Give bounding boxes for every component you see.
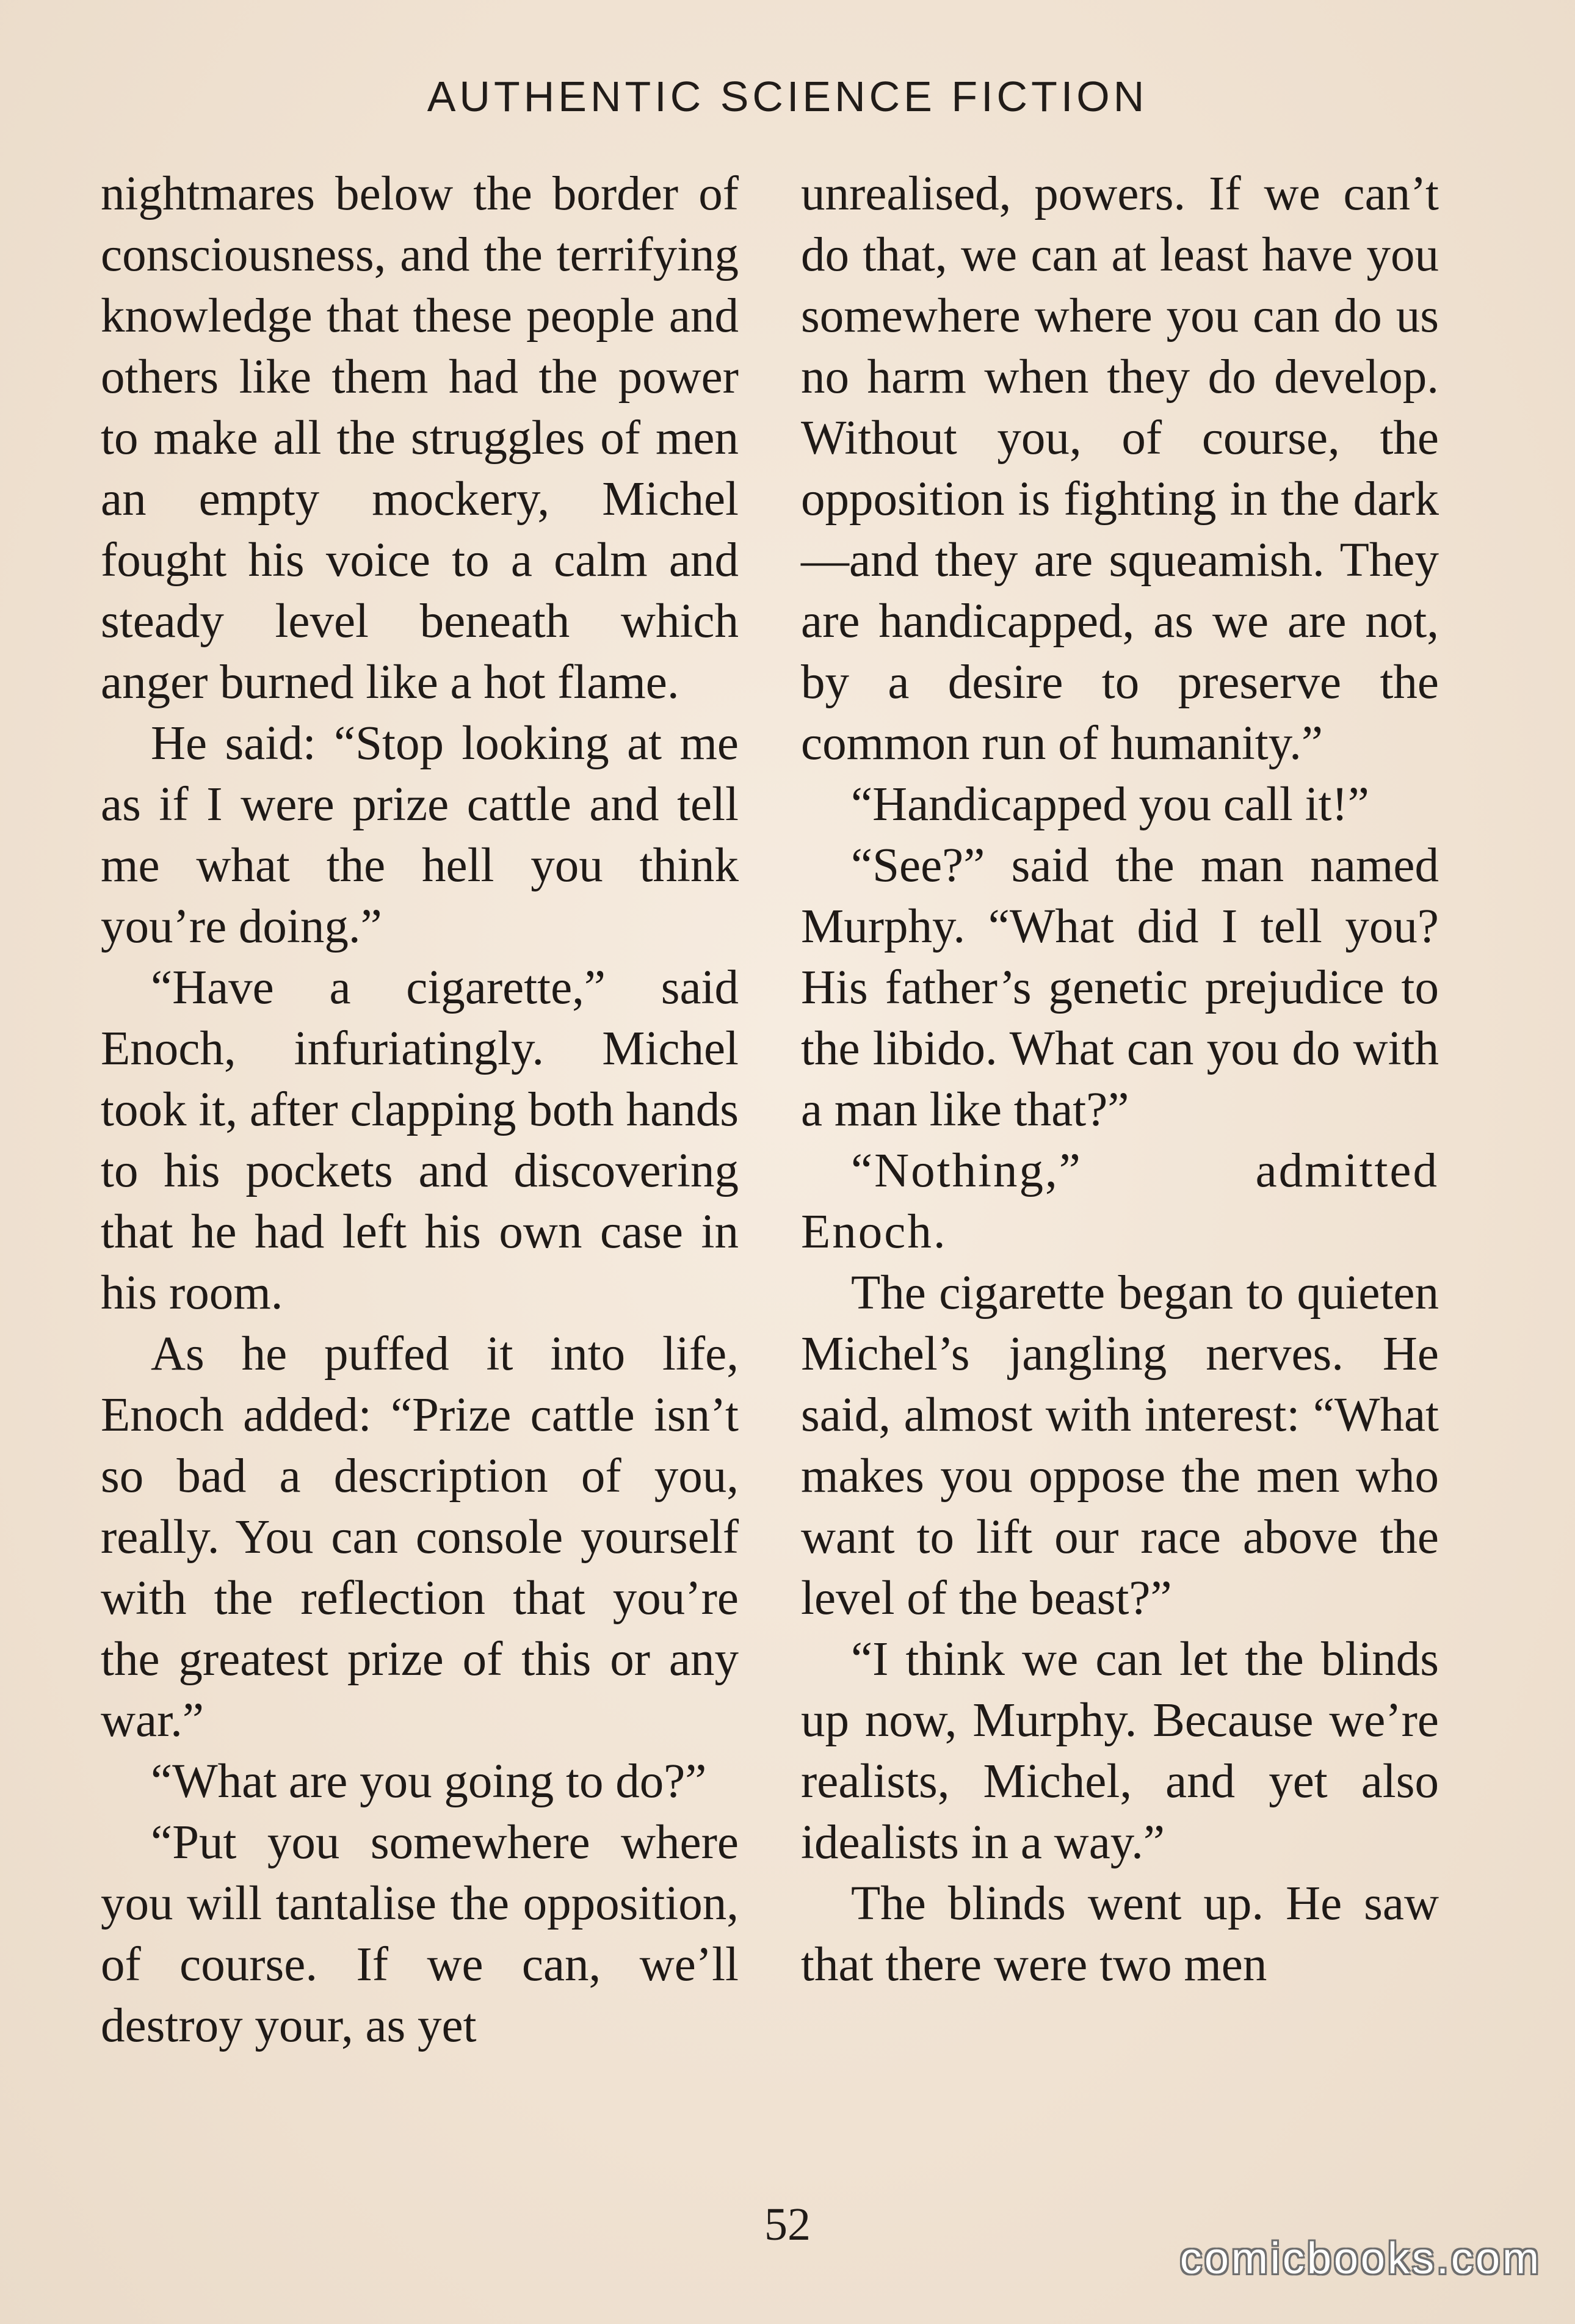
paragraph: “Handicapped you call it!” <box>851 778 1369 831</box>
page-number: 52 <box>764 2199 811 2250</box>
paragraph: nightmares below the border of consciousness, and the terrifying knowledge that these people and others like them had the power to make all the struggles of men an empty mockery, Michel fought his voice to a calm and steady level beneath which anger burned like a hot flame. <box>101 167 739 709</box>
left-column <box>101 164 739 2057</box>
paragraph: unrealised, powers. If we can’t do that, we can at least have you somewhere where you can do us no harm when they do develop. Without you, of course, the opposition is fighting in the dark—and they are squeamish. They are handicapped, as we are not, by a desire to preserve the common run of humanity.” <box>801 167 1439 770</box>
paragraph: The blinds went up. He saw that there were two men <box>801 1877 1439 1991</box>
paragraph: As he puffed it into life, Enoch added: “Prize cattle isn’t so bad a description of you, really. You can console yourself with the reflection that you’re the greatest prize of this or any war.” <box>101 1327 739 1747</box>
watermark: comicbooks.com <box>1179 2234 1541 2283</box>
paragraph: “Nothing,” admitted Enoch. <box>801 1144 1439 1258</box>
paragraph: “I think we can let the blinds up now, Murphy. Because we’re realists, Michel, and yet also idealists in a way.” <box>801 1633 1439 1869</box>
paragraph: “Have a cigarette,” said Enoch, infuriatingly. Michel took it, after clapping both hands to his pockets and discovering that he had left his own case in his room. <box>101 961 739 1320</box>
paragraph: He said: “Stop looking at me as if I were prize cattle and tell me what the hell you think you’re doing.” <box>101 717 739 953</box>
paragraph: “See?” said the man named Murphy. “What did I tell you? His father’s genetic prejudice to the libido. What can you do with a man like that?” <box>801 839 1439 1136</box>
running-title: AUTHENTIC SCIENCE FICTION <box>427 73 1148 120</box>
paragraph: “What are you going to do?” <box>151 1755 707 1808</box>
paragraph: The cigarette began to quieten Michel’s jangling nerves. He said, almost with interest: “What makes you oppose the men who want to lift our race above the level of the beast?” <box>801 1266 1439 1625</box>
right-column <box>801 164 1439 1995</box>
paragraph: “Put you somewhere where you will tantalise the opposition, of course. If we can, we’ll destroy your, as yet <box>101 1816 739 2052</box>
